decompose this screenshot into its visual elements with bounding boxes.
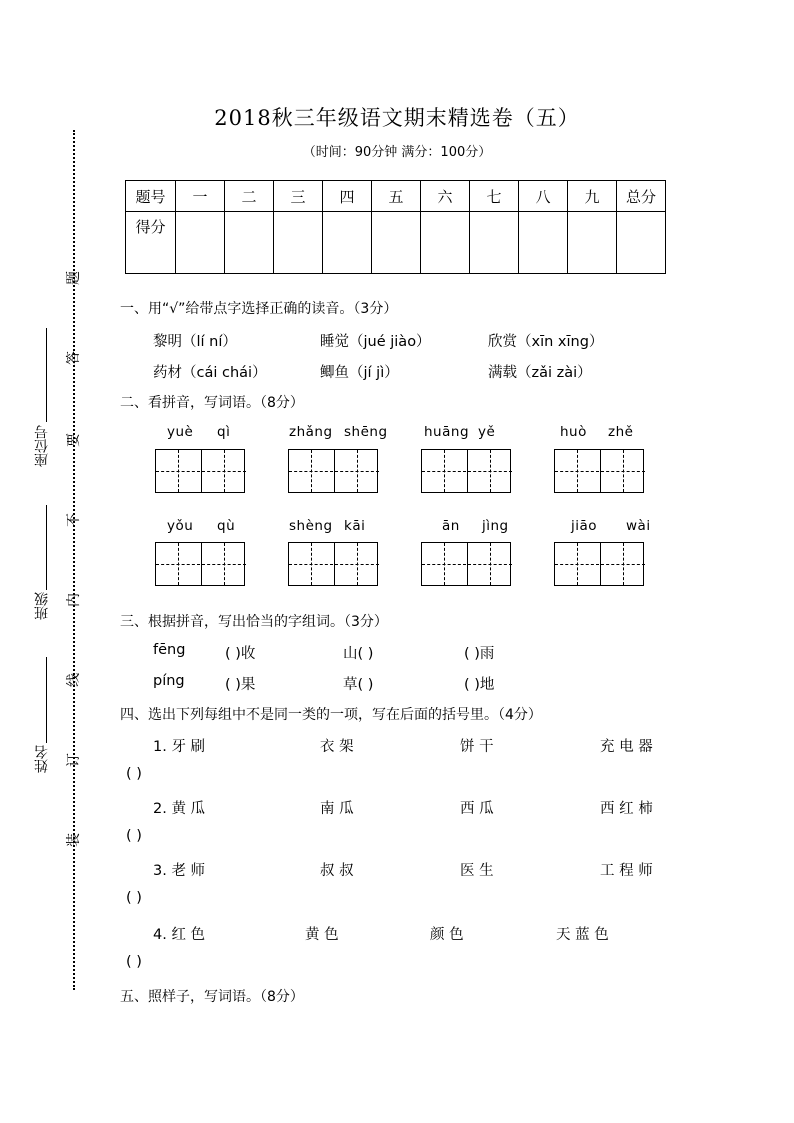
- q4-option: 西 瓜: [460, 801, 494, 817]
- pinyin-label: huāng: [424, 424, 470, 440]
- exam-info: （时间：90分钟 满分：100分）: [302, 145, 492, 160]
- q1-item[interactable]: 鲫鱼（jí jì）: [320, 365, 399, 381]
- column-header: 五: [372, 181, 421, 212]
- class-label: 班级: [34, 592, 50, 620]
- score-cell[interactable]: [176, 212, 225, 274]
- q3-blank[interactable]: ( )果: [225, 677, 256, 693]
- writing-grid[interactable]: [554, 449, 644, 493]
- pinyin-label: huò: [560, 424, 587, 440]
- q1-item[interactable]: 满载（zǎi zài）: [488, 365, 592, 381]
- q4-option: 叔 叔: [320, 863, 354, 879]
- binding-char: 要: [66, 433, 82, 447]
- q4-option: 衣 架: [320, 739, 354, 755]
- q4-answer-blank[interactable]: ( ): [126, 828, 142, 844]
- q3-blank[interactable]: ( )地: [464, 677, 495, 693]
- q4-option: 3. 老 师: [153, 863, 206, 879]
- binding-line: [73, 130, 75, 990]
- q4-answer-blank[interactable]: ( ): [126, 766, 142, 782]
- seat-number-label: 座位号: [34, 425, 50, 467]
- q4-option: 西 红 柿: [600, 801, 653, 817]
- q3-blank[interactable]: ( )雨: [464, 646, 495, 662]
- binding-char: 线: [66, 673, 82, 687]
- score-cell[interactable]: [421, 212, 470, 274]
- binding-char: 不: [66, 513, 82, 527]
- writing-grid[interactable]: [554, 542, 644, 586]
- column-header: 七: [470, 181, 519, 212]
- pinyin-label: zhǎng: [289, 424, 333, 440]
- pinyin-label: jiāo: [571, 518, 598, 534]
- binding-char: 题: [66, 271, 82, 285]
- q4-option: 1. 牙 刷: [153, 739, 206, 755]
- q1-item[interactable]: 黎明（lí ní）: [153, 334, 237, 350]
- column-header: 三: [274, 181, 323, 212]
- q4-option: 工 程 师: [600, 863, 653, 879]
- score-label: 得分: [126, 212, 176, 274]
- q3-blank[interactable]: ( )收: [225, 646, 256, 662]
- score-row: [126, 212, 666, 274]
- pinyin-label: wài: [626, 518, 651, 534]
- q4-option: 4. 红 色: [153, 927, 206, 943]
- q3-heading: 三、根据拼音，写出恰当的字组词。（3分）: [120, 614, 388, 630]
- column-header: 二: [225, 181, 274, 212]
- pinyin-label: shēng: [344, 424, 388, 440]
- question-number-label: 题号: [126, 181, 176, 212]
- score-cell[interactable]: [568, 212, 617, 274]
- q1-item[interactable]: 药材（cái chái）: [153, 365, 267, 381]
- q5-heading: 五、照样子，写词语。（8分）: [120, 989, 304, 1005]
- pinyin-label: yě: [478, 424, 496, 440]
- binding-char: 订: [66, 753, 82, 767]
- writing-grid[interactable]: [421, 542, 511, 586]
- score-cell[interactable]: [225, 212, 274, 274]
- q4-option: 饼 干: [460, 739, 494, 755]
- score-cell[interactable]: [617, 212, 666, 274]
- score-cell[interactable]: [470, 212, 519, 274]
- q4-option: 颜 色: [430, 927, 464, 943]
- pinyin-label: shèng: [289, 518, 333, 534]
- q1-item[interactable]: 欣赏（xīn xīng）: [488, 334, 604, 350]
- q4-answer-blank[interactable]: ( ): [126, 890, 142, 906]
- writing-grid[interactable]: [288, 449, 378, 493]
- pinyin-label: ān: [442, 518, 460, 534]
- q1-heading: 一、用“√”给带点字选择正确的读音。（3分）: [120, 301, 398, 317]
- q3-pinyin: píng: [153, 673, 185, 689]
- score-table: [125, 180, 666, 274]
- q4-option: 医 生: [460, 863, 494, 879]
- seat-number-field[interactable]: [46, 328, 47, 422]
- q4-option: 2. 黄 瓜: [153, 801, 206, 817]
- writing-grid[interactable]: [288, 542, 378, 586]
- binding-char: 装: [66, 833, 82, 847]
- q4-answer-blank[interactable]: ( ): [126, 954, 142, 970]
- score-cell[interactable]: [274, 212, 323, 274]
- page-title: 2018秋三年级语文期末精选卷（五）: [214, 106, 580, 130]
- column-header: 一: [176, 181, 225, 212]
- q1-item[interactable]: 睡觉（jué jiào）: [320, 334, 431, 350]
- score-cell[interactable]: [519, 212, 568, 274]
- q4-option: 南 瓜: [320, 801, 354, 817]
- pinyin-label: qù: [217, 518, 236, 534]
- score-cell[interactable]: [372, 212, 421, 274]
- writing-grid[interactable]: [155, 542, 245, 586]
- name-label: 姓名: [34, 745, 50, 773]
- q4-option: 天 蓝 色: [556, 927, 609, 943]
- pinyin-label: qì: [217, 424, 231, 440]
- pinyin-label: zhě: [608, 424, 634, 440]
- binding-char: 答: [66, 351, 82, 365]
- pinyin-label: kāi: [344, 518, 366, 534]
- writing-grid[interactable]: [155, 449, 245, 493]
- score-table-header-row: [126, 181, 666, 212]
- score-cell[interactable]: [323, 212, 372, 274]
- column-header-total: 总分: [617, 181, 666, 212]
- pinyin-label: yuè: [167, 424, 194, 440]
- writing-grid[interactable]: [421, 449, 511, 493]
- column-header: 六: [421, 181, 470, 212]
- q4-heading: 四、选出下列每组中不是同一类的一项，写在后面的括号里。（4分）: [120, 707, 542, 723]
- name-field[interactable]: [46, 657, 47, 743]
- q2-heading: 二、看拼音，写词语。（8分）: [120, 395, 304, 411]
- pinyin-label: yǒu: [167, 518, 194, 534]
- q3-blank[interactable]: 山( ): [343, 646, 374, 662]
- q4-option: 黄 色: [305, 927, 339, 943]
- column-header: 四: [323, 181, 372, 212]
- class-field[interactable]: [46, 505, 47, 590]
- binding-char: 内: [66, 593, 82, 607]
- pinyin-label: jìng: [482, 518, 509, 534]
- column-header: 九: [568, 181, 617, 212]
- q4-option: 充 电 器: [600, 739, 653, 755]
- q3-pinyin: fēng: [153, 642, 186, 658]
- q3-blank[interactable]: 草( ): [343, 677, 374, 693]
- column-header: 八: [519, 181, 568, 212]
